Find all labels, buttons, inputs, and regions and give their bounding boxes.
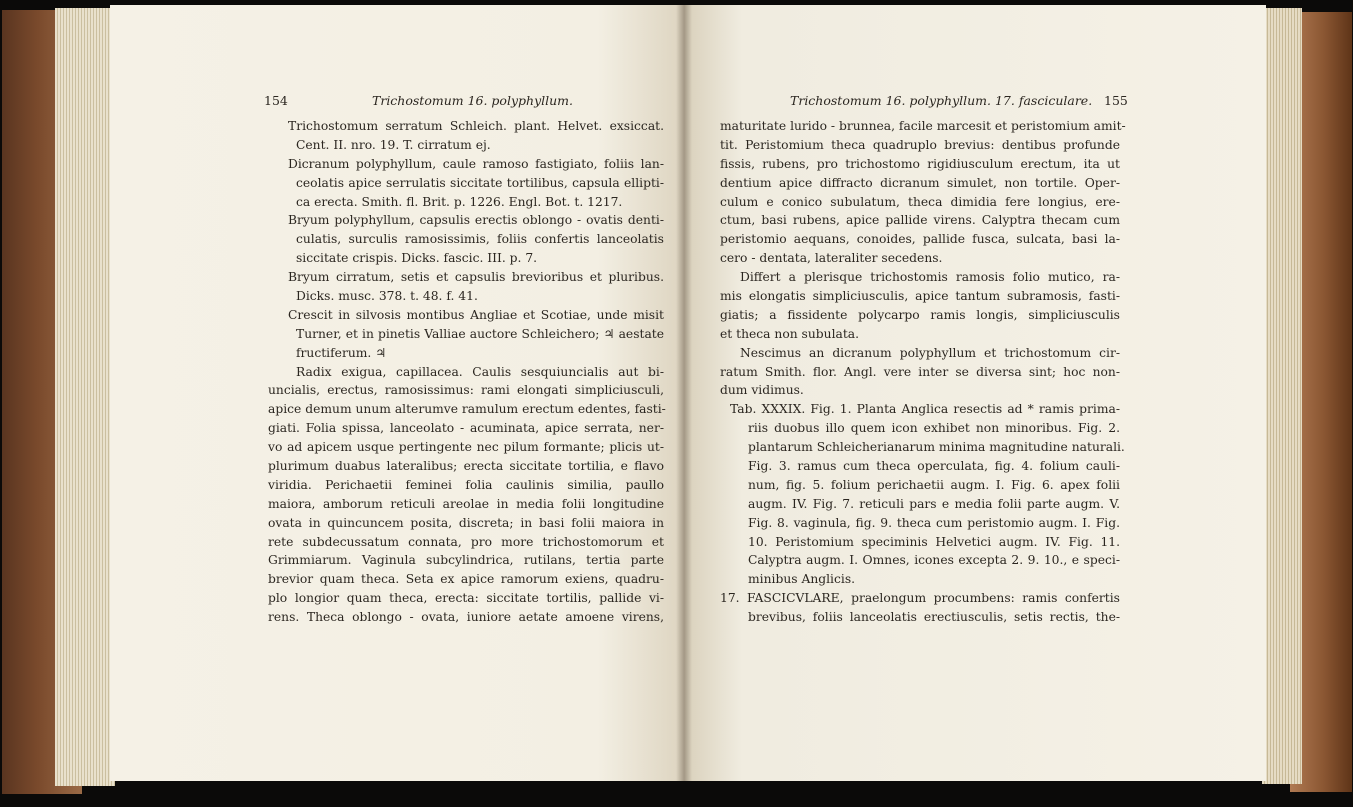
text-line: cero - dentata, lateraliter secedens. [720, 251, 943, 266]
text-line: et theca non subulata. [720, 326, 860, 341]
text-line: maiora, amborum reticuli areolae in media folii longitudine [268, 496, 664, 511]
left-text-column [268, 117, 664, 627]
right-text-column [720, 117, 1126, 627]
text-line: Bryum polyphyllum, capsulis erectis oblongo - ovatis denti- [288, 213, 664, 228]
text-line: Turner, et in pinetis Valliae auctore Schleichero; ♃ aestate [296, 326, 664, 341]
text-line: siccitate crispis. Dicks. fascic. III. p. 7. [296, 251, 538, 266]
text-line: Cent. II. nro. 19. T. cirratum ej. [296, 137, 491, 152]
text-line: augm. IV. Fig. 7. reticuli pars e media folii parte augm. V. [748, 496, 1120, 511]
text-line: Nescimus an dicranum polyphyllum et trichostomum cir- [740, 345, 1120, 360]
text-line: ctum, basi rubens, apice pallide virens. Calyptra thecam cum [720, 213, 1120, 228]
text-line: vo ad apicem usque pertingente nec pilum formante; plicis ut- [268, 440, 664, 455]
text-line: 17. FASCICVLARE, praelongum procumbens: ramis confertis [720, 591, 1120, 606]
right-page [684, 5, 1266, 781]
text-line: mis elongatis simpliciusculis, apice tantum subramosis, fasti- [720, 289, 1120, 304]
text-line: apice demum unum alterumve ramulum erectum edentes, fasti- [268, 402, 666, 417]
text-line: uncialis, erectus, ramosissimus: rami elongati simpliciusculi, [268, 383, 664, 398]
text-line: maturitate lurido - brunnea, facile marcesit et peristomium amit- [720, 119, 1126, 133]
text-line: plantarum Schleicherianarum minima magnitudine naturali. [748, 440, 1125, 455]
text-line: ratum Smith. flor. Angl. vere inter se diversa sint; hoc non- [720, 364, 1120, 379]
text-line: giatis; a fissidente polycarpo ramis longis, simpliciusculis [720, 307, 1120, 322]
text-line: Tab. XXXIX. Fig. 1. Planta Anglica resectis ad * ramis prima- [730, 402, 1120, 417]
text-line: Grimmiarum. Vaginula subcylindrica, rutilans, tertia parte [268, 553, 664, 568]
text-line: rens. Theca oblongo - ovata, iuniore aetate amoene virens, [268, 610, 664, 625]
page-edges-left [55, 8, 115, 786]
left-page [110, 5, 684, 781]
text-line: Fig. 8. vaginula, fig. 9. theca cum peristomio augm. I. Fig. [748, 515, 1120, 530]
page-edges-right [1262, 8, 1302, 784]
text-line: Radix exigua, capillacea. Caulis sesquiuncialis aut bi- [296, 364, 664, 379]
text-line: giati. Folia spissa, lanceolato - acuminata, apice serrata, ner- [268, 421, 664, 436]
text-line: brevibus, foliis lanceolatis erectiusculis, setis rectis, the- [748, 610, 1120, 625]
text-line: Fig. 3. ramus cum theca operculata, fig. 4. folium cauli- [748, 459, 1120, 474]
text-line: dentium apice diffracto dicranum simulet, non tortile. Oper- [720, 175, 1120, 190]
text-line: minibus Anglicis. [748, 572, 856, 587]
page-number: 154 [264, 93, 288, 108]
text-line: riis duobus illo quem icon exhibet non minoribus. Fig. 2. [748, 421, 1120, 436]
text-line: brevior quam theca. Seta ex apice ramorum exiens, quadru- [268, 572, 664, 587]
text-line: Calyptra augm. I. Omnes, icones excepta 2. 9. 10., e speci- [748, 553, 1120, 568]
text-line: Dicks. musc. 378. t. 48. f. 41. [296, 289, 478, 304]
book-gutter [676, 5, 692, 781]
text-line: ovata in quincuncem posita, discreta; in basi folii maiora in [268, 515, 664, 530]
text-line: fructiferum. ♃ [296, 345, 387, 360]
text-line: plo longior quam theca, erecta: siccitate tortilis, pallide vi- [268, 591, 664, 606]
text-line: tit. Peristomium theca quadruplo brevius: dentibus profunde [720, 137, 1120, 152]
running-title: Trichostomum 16. polyphyllum. [372, 93, 574, 108]
text-line: 10. Peristomium speciminis Helvetici augm. IV. Fig. 11. [748, 534, 1120, 549]
text-line: culatis, surculis ramosissimis, foliis confertis lanceolatis [296, 232, 664, 247]
text-line: peristomio aequans, conoides, pallide fusca, sulcata, basi la- [720, 232, 1120, 247]
page-number: 155 [1104, 93, 1128, 108]
text-line: viridia. Perichaetii feminei folia caulinis similia, paullo [268, 477, 664, 492]
text-line: Crescit in silvosis montibus Angliae et Scotiae, unde misit [288, 307, 664, 322]
text-line: fissis, rubens, pro trichostomo rigidiusculum erectum, ita ut [720, 156, 1120, 171]
text-line: Differt a plerisque trichostomis ramosis folio mutico, ra- [740, 270, 1120, 285]
running-title: Trichostomum 16. polyphyllum. 17. fasciculare. [790, 93, 1093, 108]
text-line: ca erecta. Smith. fl. Brit. p. 1226. Engl. Bot. t. 1217. [296, 194, 623, 209]
text-line: rete subdecussatum connata, pro more trichostomorum et [268, 534, 664, 549]
text-line: plurimum duabus lateralibus; erecta siccitate tortilia, e flavo [268, 459, 664, 474]
text-line: num, fig. 5. folium perichaetii augm. I. Fig. 6. apex folii [748, 477, 1120, 492]
text-line: dum vidimus. [720, 383, 804, 398]
text-line: Trichostomum serratum Schleich. plant. Helvet. exsiccat. [288, 119, 664, 133]
text-line: Bryum cirratum, setis et capsulis brevioribus et pluribus. [288, 270, 664, 285]
text-line: culum e conico subulatum, theca dimidia fere longius, ere- [720, 194, 1120, 209]
text-line: ceolatis apice serrulatis siccitate tortilibus, capsula ellipti- [296, 175, 664, 190]
text-line: Dicranum polyphyllum, caule ramoso fastigiato, foliis lan- [288, 156, 664, 171]
